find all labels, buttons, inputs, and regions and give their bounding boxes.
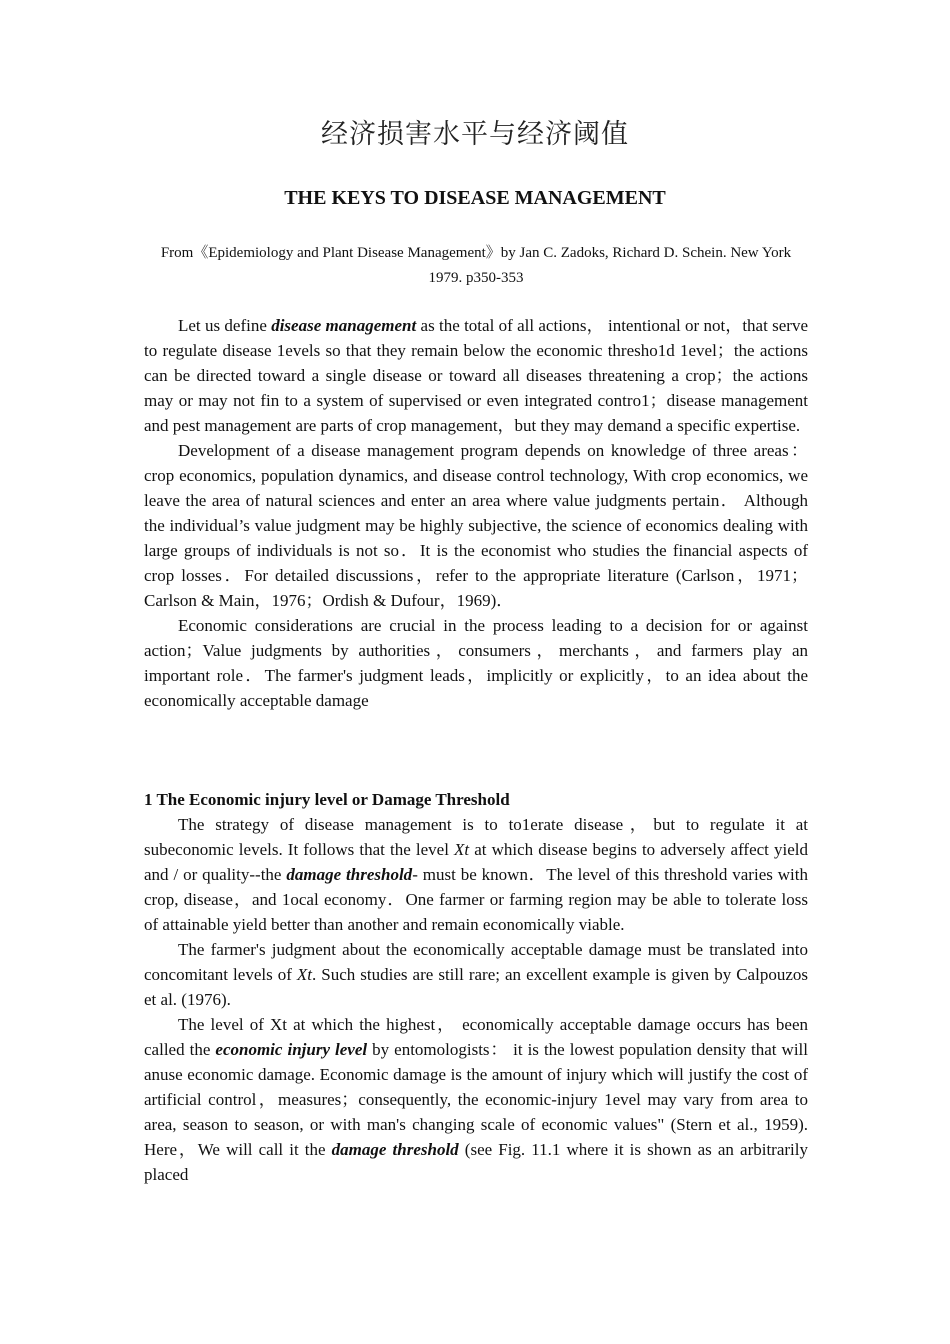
variable-xt: Xt xyxy=(296,965,313,984)
source-citation: From《Epidemiology and Plant Disease Management》by Jan C. Zadoks, Richard D. Schein. New York 1979. p350-353 xyxy=(160,245,792,286)
paragraph-economic-considerations: Economic considerations are crucial in the process leading to a decision for or against action；Value judgments by authorities，consumers，merchants，and farmers play an important role．The farmer's judgment leads，implicitly or explicitly，to an idea about the economically acceptable damage xyxy=(144,616,808,710)
chinese-title: 经济损害水平与经济阈值 xyxy=(321,119,629,150)
paragraph-strategy: The strategy of disease management is to to1erate disease，but to regulate it at subeconomic levels. It follows that the level Xt at which disease begins to adversely affect yield and / or quality--the damage threshold- must be known．The level of this threshold varies with crop, disease，and 1ocal economy．One farmer or farming region may be able to tolerate loss of attainable yield better than another and remain economically viable. xyxy=(144,815,808,934)
term-economic-injury-level: economic injury level xyxy=(215,1040,368,1059)
paragraph-farmer-judgment: The farmer's judgment about the economically acceptable damage must be translated into concomitant levels of Xt. Such studies are still rare; an excellent example is given by Calpouzos et al. (1976). xyxy=(144,940,808,1009)
paragraph-economic-injury-level: The level of Xt at which the highest， economically acceptable damage occurs has been called the economic injury level by entomologists： it is the lowest population density that will anuse economic damage. Economic damage is the amount of injury which will justify the cost of artificial control，measures；consequently, the economic-injury 1evel may vary from area to area, season to season, or with man's changing scale of economic values" (Stern et al., 1959). Here，We will call it the damage threshold (see Fig. 11.1 where it is shown as an arbitrarily placed xyxy=(144,1015,808,1184)
section-heading: 1 The Economic injury level or Damage Threshold xyxy=(144,790,510,809)
term-damage-threshold: damage threshold xyxy=(331,1140,459,1159)
english-title: THE KEYS TO DISEASE MANAGEMENT xyxy=(284,187,666,209)
term-disease-management: disease management xyxy=(271,316,417,335)
paragraph-disease-management-definition: Let us define disease management as the total of all actions， intentional or not，that serve to regulate disease 1evels so that they remain below the economic thresho1d 1evel；the actions can be directed toward a single disease or toward all diseases threatening a crop；the actions may or may not fin to a system of supervised or even integrated contro1；disease management and pest management are parts of crop management，but they may demand a specific expertise. xyxy=(144,316,808,435)
paragraph-program-development: Development of a disease management program depends on knowledge of three areas：crop economics, population dynamics, and disease control technology, With crop economics, we leave the area of natural sciences and enter an area where value judgments pertain． Although the individual’s value judgment may be highly subjective, the science of economics dealing with large groups of individuals is not so．It is the economist who studies the financial aspects of crop losses．For detailed discussions，refer to the appropriate literature (Carlson，1971；Carlson & Main，1976；Ordish & Dufour，1969)． xyxy=(144,441,808,610)
section-1-body xyxy=(144,812,808,1187)
variable-xt: Xt xyxy=(454,840,470,859)
intro-section xyxy=(144,313,808,713)
term-damage-threshold: damage threshold xyxy=(286,865,413,884)
